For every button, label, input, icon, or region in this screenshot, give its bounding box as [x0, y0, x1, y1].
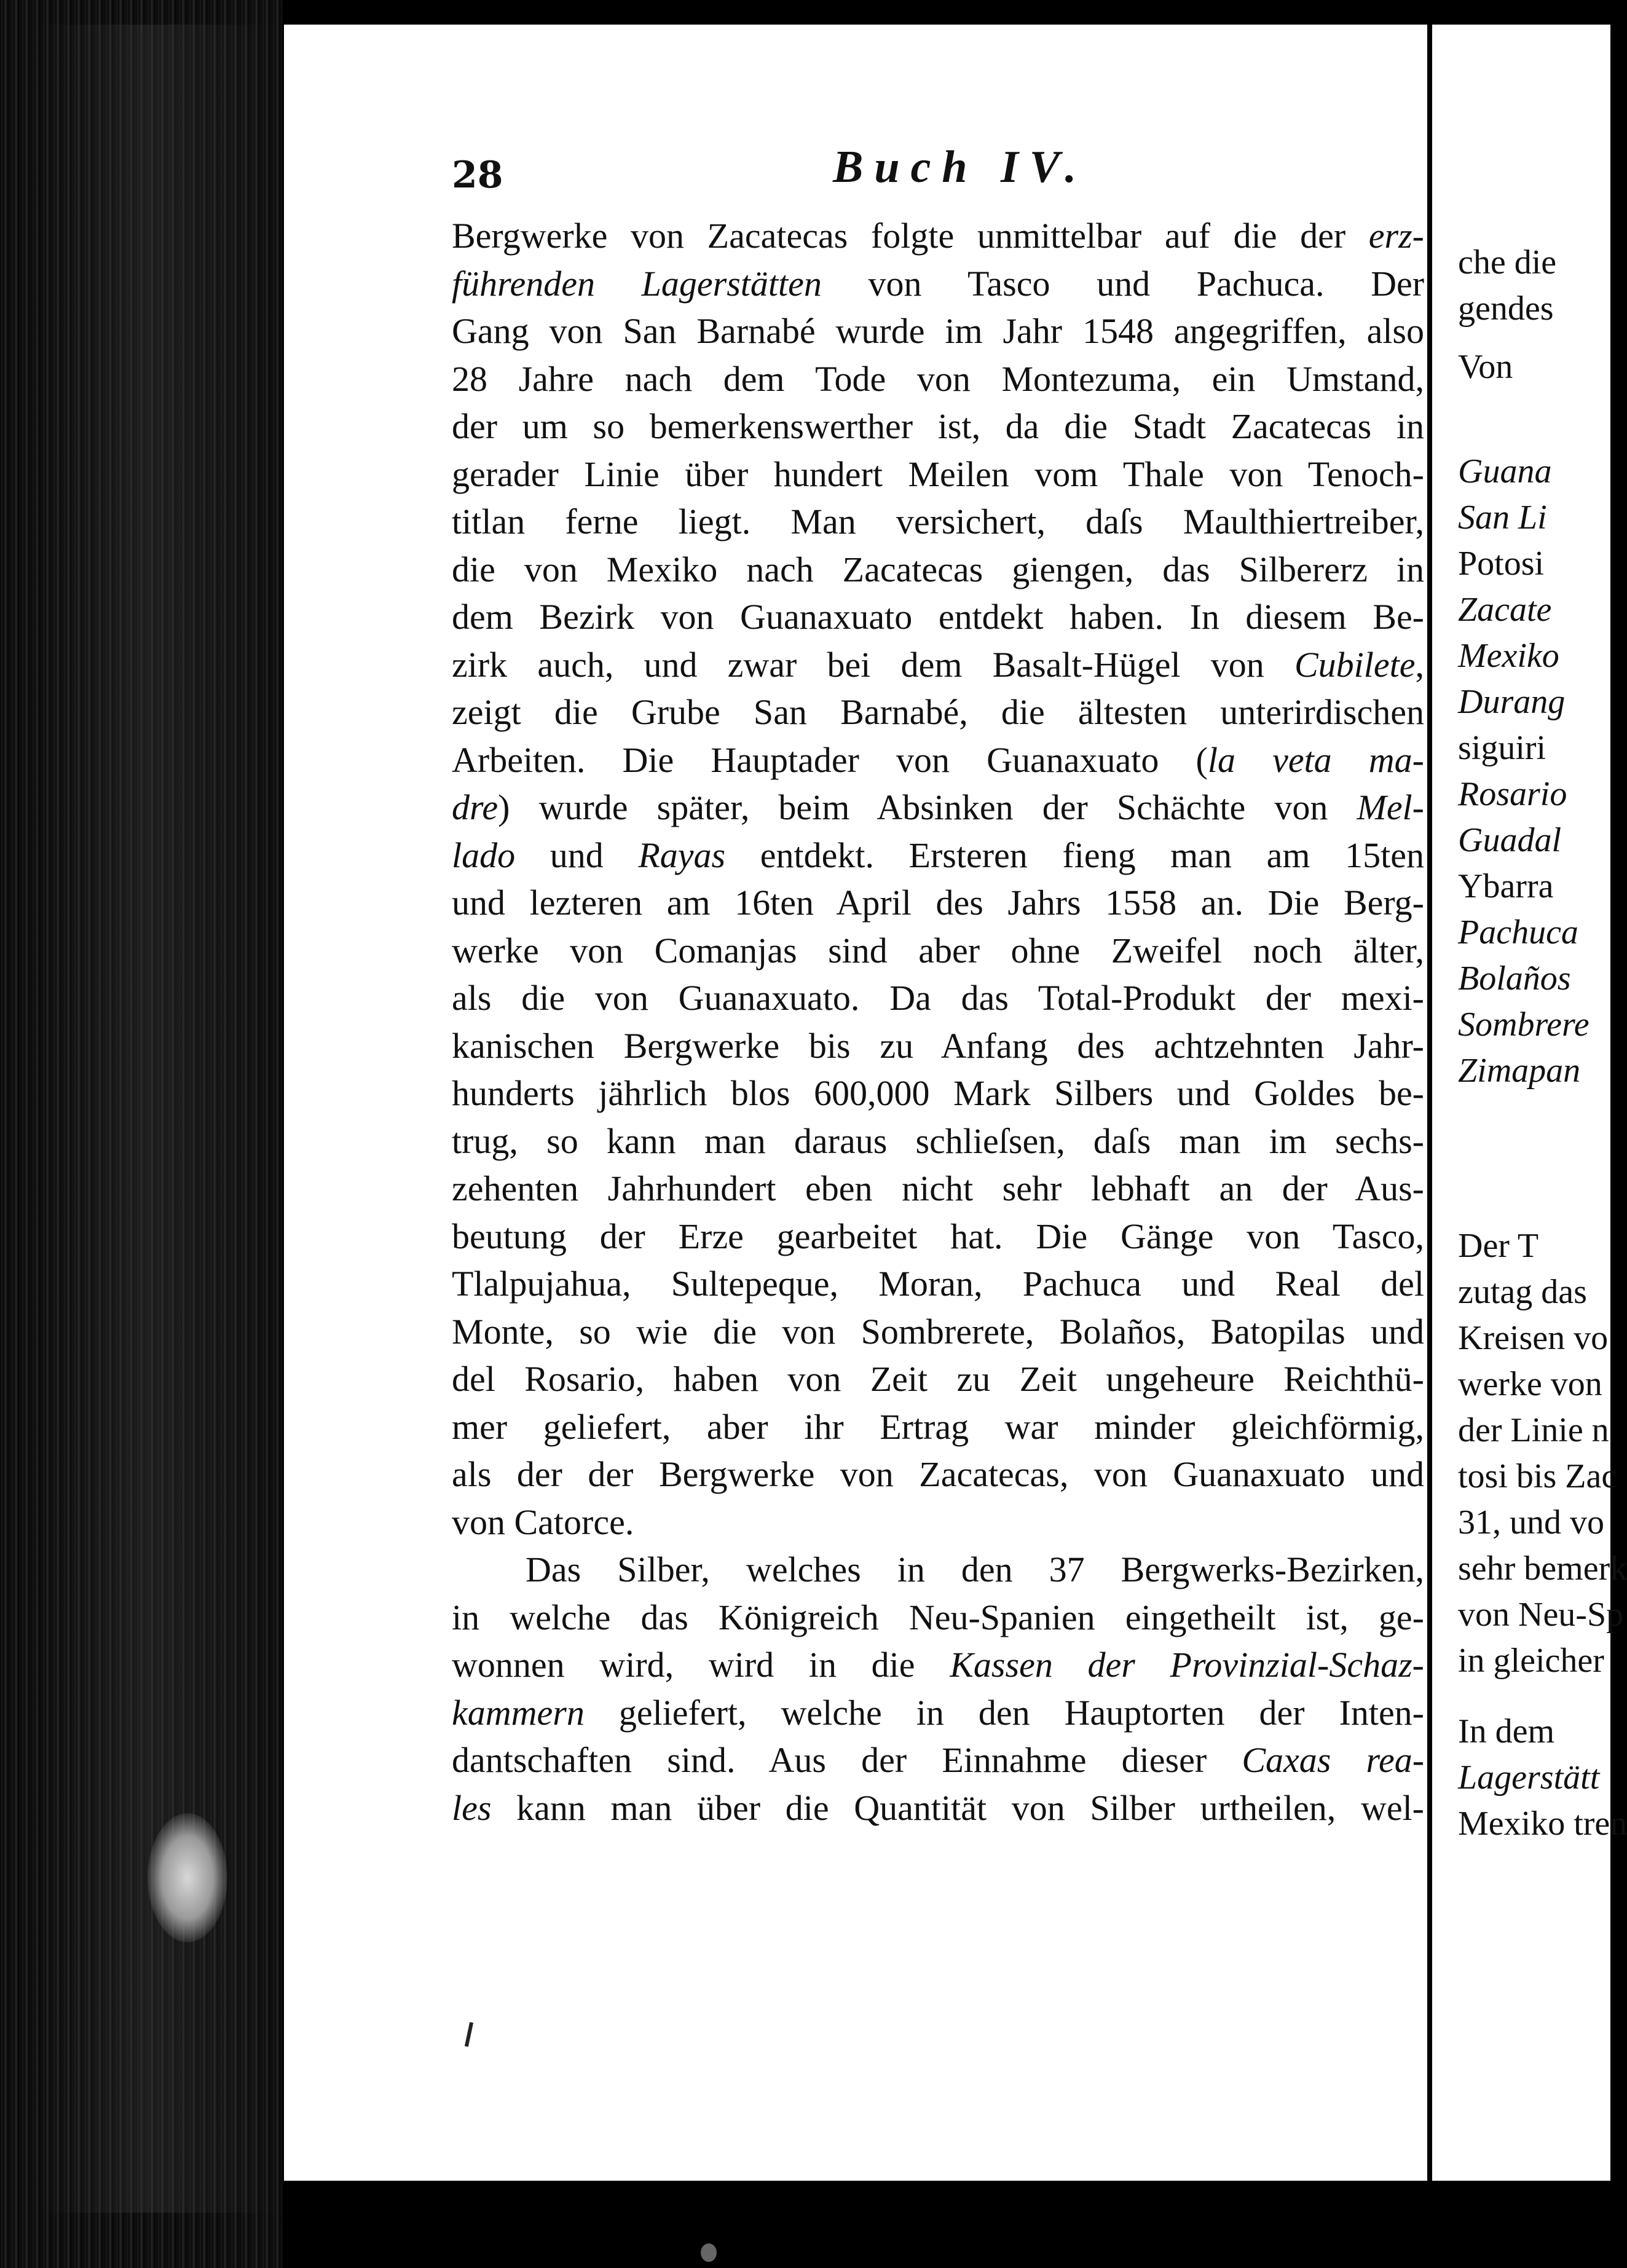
- text-segment: dantschaften sind. Aus der Einnahme dieser: [452, 1740, 1242, 1780]
- paper-damage-spot: [148, 1813, 227, 1942]
- text-segment: zeigt die Grube San Barnabé, die ältesten unterirdischen: [452, 692, 1424, 732]
- text-segment: Arbeiten. Die Hauptader von Guanaxuato (: [452, 739, 1208, 780]
- text-line: [452, 1069, 1424, 1117]
- text-segment: Monte, so wie die von Sombrerete, Bolaños, Batopilas und: [452, 1311, 1424, 1352]
- text-segment: als die von Guanaxuato. Da das Total-Produkt der mexi-: [452, 978, 1424, 1018]
- page-header: [452, 141, 1411, 209]
- text-segment: Das Silber, welches in den 37 Bergwerks-Bezirken,: [526, 1549, 1424, 1589]
- italic-text: lado: [452, 835, 516, 875]
- text-line: [452, 546, 1424, 594]
- text-line: [452, 1260, 1424, 1308]
- right-page-line: In dem: [1458, 1712, 1555, 1750]
- text-line: [452, 1689, 1424, 1737]
- text-line: [452, 451, 1424, 498]
- right-page-line: in gleicher: [1458, 1642, 1604, 1680]
- right-page-line: tosi bis Zac: [1458, 1457, 1617, 1495]
- text-line: [452, 974, 1424, 1022]
- right-page-line: Mexiko: [1458, 637, 1559, 675]
- right-page-line: Durang: [1458, 683, 1566, 721]
- running-head: Buch IV.: [833, 142, 1088, 192]
- text-line: [452, 736, 1424, 784]
- text-line: [452, 1594, 1424, 1642]
- text-segment: ,: [1415, 644, 1424, 685]
- text-line: [452, 1546, 1424, 1594]
- right-page-line: Potosi: [1458, 545, 1545, 583]
- text-line: [452, 1355, 1424, 1403]
- italic-text: les: [452, 1787, 492, 1828]
- right-page-line: siguiri: [1458, 729, 1546, 767]
- text-line: [452, 832, 1424, 880]
- text-line: [452, 784, 1424, 832]
- text-segment: entdekt. Ersteren fieng man am 15ten: [725, 835, 1424, 875]
- right-page-line: zutag das: [1458, 1273, 1587, 1311]
- text-segment: zirk auch, und zwar bei dem Basalt-Hügel von: [452, 644, 1294, 685]
- text-segment: kann man über die Quantität von Silber urtheilen, wel-: [491, 1787, 1424, 1828]
- bottom-ink-mark: [701, 2243, 717, 2262]
- text-line: [452, 641, 1424, 689]
- right-page-line: Der T: [1458, 1227, 1539, 1265]
- text-segment: in welche das Königreich Neu-Spanien eingetheilt ist, ge-: [452, 1597, 1424, 1637]
- text-line: [452, 1451, 1424, 1498]
- text-segment: Gang von San Barnabé wurde im Jahr 1548 angegriffen, also: [452, 311, 1424, 351]
- text-line: [452, 1403, 1424, 1451]
- text-line: [452, 307, 1424, 355]
- right-page-line: von Neu-Sp: [1458, 1596, 1624, 1634]
- right-page-line: der Linie n: [1458, 1411, 1609, 1449]
- text-segment: wonnen wird, wird in die: [452, 1645, 950, 1685]
- right-page-line: gendes: [1458, 289, 1554, 328]
- text-line: [452, 355, 1424, 403]
- text-line: [452, 1784, 1424, 1832]
- right-page-line: Ybarra: [1458, 867, 1554, 905]
- text-segment: zehenten Jahrhundert eben nicht sehr lebhaft an der Aus-: [452, 1168, 1424, 1208]
- italic-text: la veta ma-: [1207, 739, 1424, 780]
- text-segment: del Rosario, haben von Zeit zu Zeit ungeheure Reichthü-: [452, 1359, 1424, 1399]
- text-segment: kanischen Bergwerke bis zu Anfang des achtzehnten Jahr-: [452, 1025, 1424, 1066]
- page-number: 28: [452, 154, 503, 197]
- italic-text: erz-: [1368, 216, 1424, 256]
- text-segment: beutung der Erze gearbeitet hat. Die Gänge von Tasco,: [452, 1216, 1424, 1256]
- right-page-line: werke von: [1458, 1365, 1602, 1403]
- text-line: [452, 498, 1424, 546]
- right-page-line: Zimapan: [1458, 1052, 1581, 1090]
- text-segment: von Catorce.: [452, 1502, 634, 1542]
- right-page-line: Von: [1458, 348, 1513, 386]
- text-segment: und: [515, 835, 639, 875]
- text-segment: titlan ferne liegt. Man versichert, daſs Maulthiertreiber,: [452, 502, 1424, 541]
- italic-text: kammern: [452, 1692, 585, 1733]
- text-segment: Bergwerke von Zacatecas folgte unmittelbar auf die der: [452, 216, 1369, 256]
- right-page-line: sehr bemerk: [1458, 1549, 1627, 1588]
- right-page-line: Guadal: [1458, 821, 1561, 859]
- italic-text: Caxas rea-: [1242, 1740, 1425, 1780]
- text-line: [452, 1736, 1424, 1784]
- text-segment: die von Mexiko nach Zacatecas giengen, das Silbererz in: [452, 549, 1424, 589]
- italic-text: Rayas: [638, 835, 726, 875]
- text-segment: hunderts jährlich blos 600,000 Mark Silbers und Goldes be-: [452, 1073, 1424, 1113]
- right-page-line: che die: [1458, 243, 1557, 282]
- text-segment: und lezteren am 16ten April des Jahrs 1558 an. Die Berg-: [452, 883, 1424, 923]
- text-line: [452, 1308, 1424, 1356]
- text-segment: werke von Comanjas sind aber ohne Zweifel noch älter,: [452, 930, 1424, 971]
- text-line: [452, 260, 1424, 308]
- right-page-line: Lagerstätt: [1458, 1758, 1600, 1797]
- text-line: [452, 212, 1424, 260]
- right-page-line: Sombrere: [1458, 1006, 1590, 1044]
- text-line: [452, 403, 1424, 451]
- text-segment: der um so bemerkenswerther ist, da die Stadt Zacatecas in: [452, 406, 1424, 446]
- italic-text: führenden Lagerstätten: [452, 263, 822, 304]
- right-page-line: Zacate: [1458, 591, 1552, 629]
- text-segment: 28 Jahre nach dem Tode von Montezuma, ein Umstand,: [452, 358, 1424, 399]
- right-page-text: [1458, 243, 1627, 1902]
- italic-text: dre: [452, 787, 498, 827]
- text-line: [452, 879, 1424, 927]
- text-segment: trug, so kann man daraus schlieſsen, daſs man im sechs-: [452, 1120, 1424, 1161]
- text-line: [452, 1117, 1424, 1165]
- italic-text: Kassen der Provinzial-Schaz-: [950, 1645, 1424, 1685]
- right-page-line: Guana: [1458, 452, 1552, 490]
- text-segment: gerader Linie über hundert Meilen vom Thale von Tenoch-: [452, 454, 1424, 494]
- right-page-line: Bolaños: [1458, 959, 1571, 998]
- right-page-line: 31, und vo: [1458, 1503, 1604, 1542]
- body-text: [452, 212, 1424, 1832]
- text-line: [452, 1165, 1424, 1213]
- text-segment: Tlalpujahua, Sultepeque, Moran, Pachuca und Real del: [452, 1264, 1424, 1304]
- text-line: [452, 1022, 1424, 1070]
- text-segment: ) wurde später, beim Absinken der Schächte von: [498, 787, 1357, 827]
- text-segment: dem Bezirk von Guanaxuato entdekt haben. In diesem Be-: [452, 597, 1424, 637]
- text-segment: von Tasco und Pachuca. Der: [821, 263, 1425, 304]
- text-line: [452, 1641, 1424, 1689]
- right-page-line: San Li: [1458, 498, 1547, 537]
- right-page-line: Rosario: [1458, 775, 1567, 813]
- text-line: [452, 688, 1424, 736]
- text-segment: mer geliefert, aber ihr Ertrag war minder gleichförmig,: [452, 1406, 1424, 1447]
- right-page-line: Pachuca: [1458, 913, 1578, 951]
- text-line: [452, 593, 1424, 641]
- text-segment: als der der Bergwerke von Zacatecas, von Guanaxuato und: [452, 1454, 1424, 1494]
- text-line: [452, 1213, 1424, 1261]
- italic-text: Cubilete: [1294, 644, 1416, 685]
- text-line: [452, 1498, 1424, 1546]
- italic-text: Mel-: [1357, 787, 1424, 827]
- text-line: [452, 927, 1424, 975]
- right-page-line: Kreisen vo: [1458, 1319, 1609, 1357]
- right-page-line: Mexiko tren: [1458, 1805, 1627, 1843]
- text-segment: geliefert, welche in den Hauptorten der Inten-: [584, 1692, 1424, 1733]
